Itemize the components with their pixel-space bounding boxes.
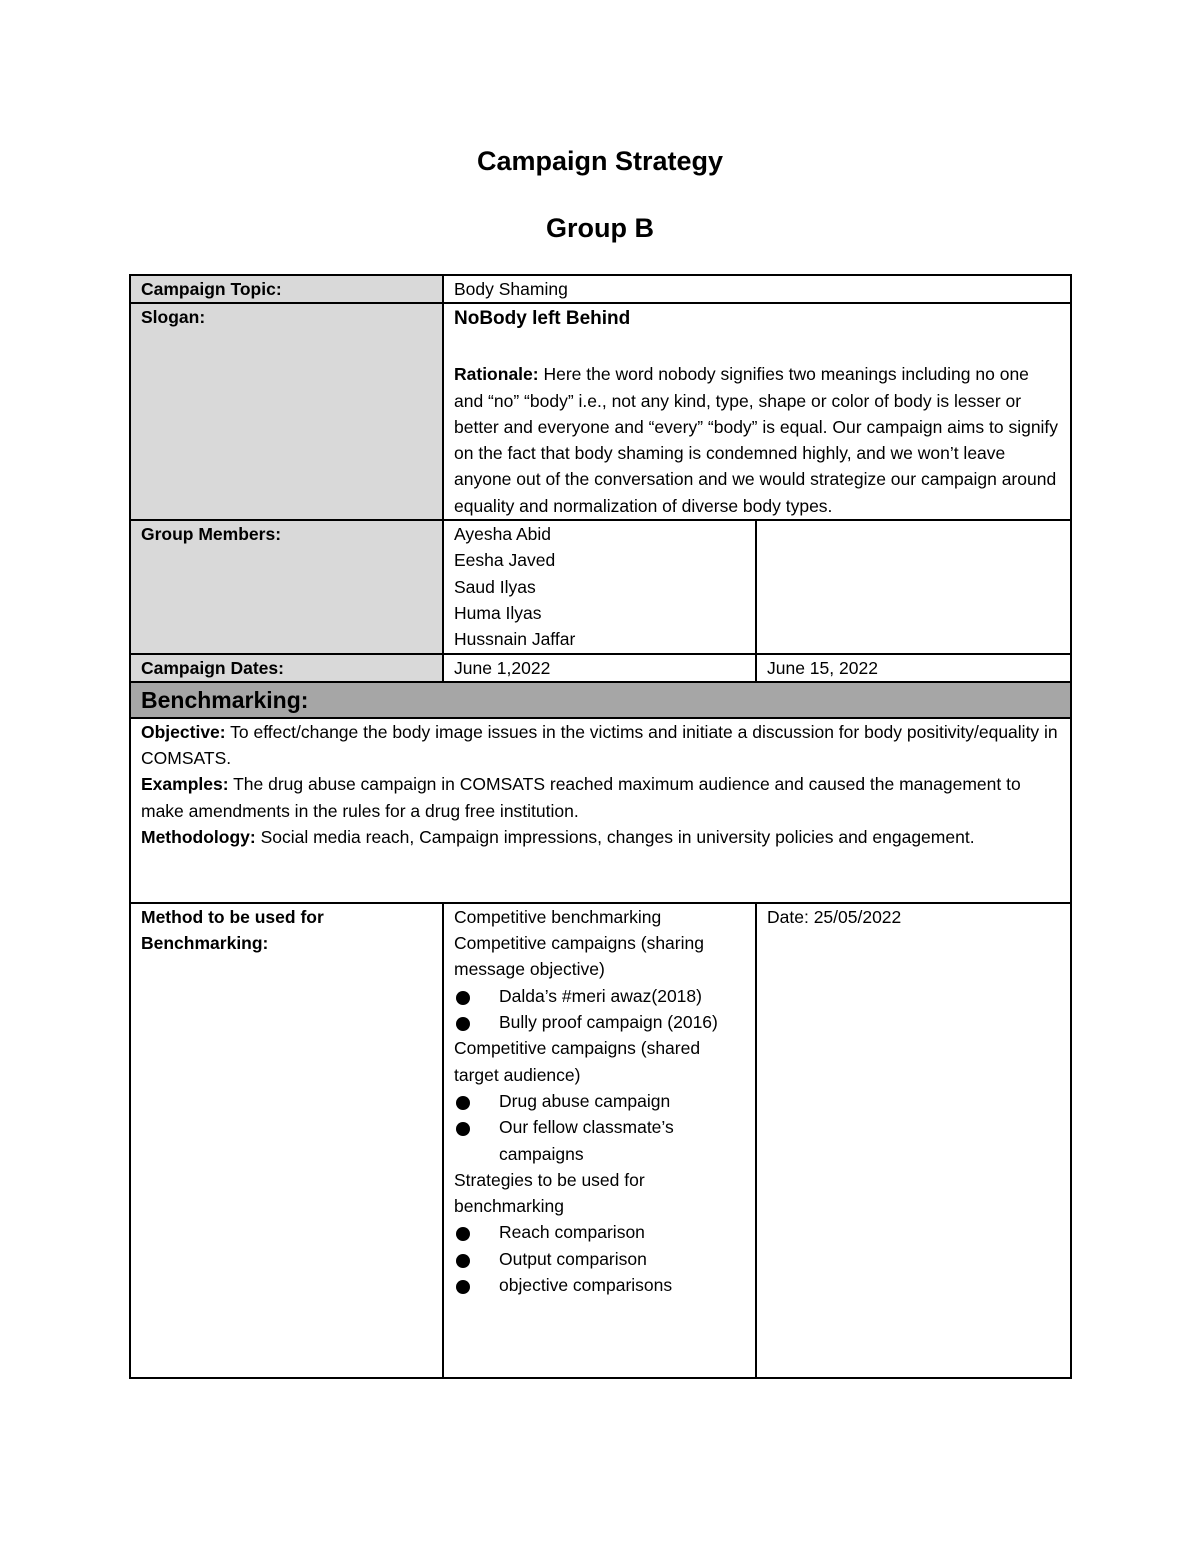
slogan-value: NoBody left Behind [454,308,631,330]
group3-list [454,1219,745,1298]
members-label: Group Members: [130,520,443,653]
member-name: Ayesha Abid [454,524,551,545]
slogan-label: Slogan: [130,303,443,520]
dates-label: Campaign Dates: [130,654,443,682]
group2-title: Competitive campaigns (shared target audience) [454,1038,701,1085]
members-empty-cell [756,520,1071,653]
list-item: Drug abuse campaign [454,1088,745,1114]
benchmarking-heading-row [130,682,1071,718]
slogan-row [130,303,1071,520]
document-subtitle: Group B [546,213,654,243]
method-label: Method to be used for Benchmarking: [130,903,443,1378]
examples-text: The drug abuse campaign in COMSATS reached maximum audience and caused the management to make amendments in the rules for a drug free institution. [141,774,1021,821]
method-heading: Competitive benchmarking [454,906,662,927]
member-name: Eesha Javed [454,550,556,571]
list-item: Output comparison [454,1246,745,1272]
examples-label: Examples: [141,774,229,795]
list-item: objective comparisons [454,1272,745,1298]
examples-paragraph [141,771,1060,824]
topic-row [130,275,1071,303]
objective-text: To effect/change the body image issues in the victims and initiate a discussion for body positivity/equality in COMSATS. [141,721,1058,769]
objective-paragraph [141,719,1060,772]
group1-title: Competitive campaigns (sharing message objective) [454,933,704,980]
topic-label: Campaign Topic: [130,275,443,303]
list-item: Our fellow classmate’s campaigns [454,1114,745,1167]
objective-label: Objective: [141,721,226,742]
method-details [443,903,756,1378]
members-row [130,520,1071,653]
rationale-label: Rationale: [454,364,539,385]
group1-list [454,983,745,1036]
slogan-cell [443,303,1071,520]
methodology-label: Methodology: [141,827,256,848]
list-item: Reach comparison [454,1219,745,1245]
member-name: Huma Ilyas [454,602,542,623]
rationale-paragraph [454,361,1060,519]
member-name: Saud Ilyas [454,576,536,597]
group3-title: Strategies to be used for benchmarking [454,1169,645,1217]
method-date: Date: 25/05/2022 [756,903,1071,1378]
list-item: Bully proof campaign (2016) [454,1009,745,1035]
rationale-text: Here the word nobody signifies two meanings including no one and “no” “body” i.e., not any kind, type, shape or color of body is lesser or better and everyone and “every” “body” is equal. Our campaign aims to signify on the fact that body shaming is condemned highly, and we won’t leave anyone out of the conversation and we would strategize our campaign around equality and normalization of diverse body types. [454,364,1059,516]
group2-list [454,1088,745,1167]
methodology-text: Social media reach, Campaign impressions, changes in university policies and engagement. [255,827,975,848]
campaign-strategy-table [129,274,1072,1379]
member-name: Hussnain Jaffar [454,629,576,650]
dates-row [130,654,1071,682]
document-title: Campaign Strategy [476,146,724,176]
benchmarking-details-row [130,718,1071,903]
topic-value: Body Shaming [443,275,1071,303]
benchmarking-heading: Benchmarking: [130,682,1071,718]
end-date: June 15, 2022 [756,654,1071,682]
list-item: Dalda’s #meri awaz(2018) [454,983,745,1009]
method-row [130,903,1071,1378]
start-date: June 1,2022 [443,654,756,682]
members-list [443,520,756,653]
methodology-paragraph [141,824,1060,850]
benchmarking-details [130,718,1071,903]
